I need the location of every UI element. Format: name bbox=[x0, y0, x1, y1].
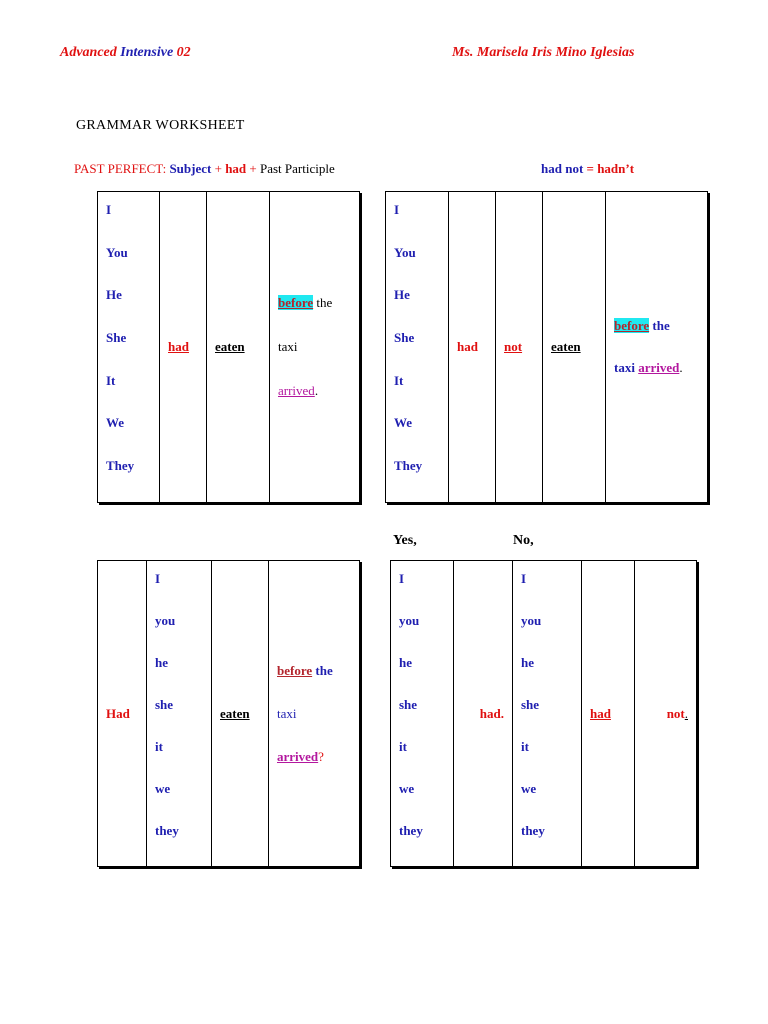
aux-cell: had bbox=[160, 192, 207, 503]
no-aux-cell: had bbox=[582, 561, 635, 867]
clause-cell: before the taxi arrived. bbox=[270, 192, 360, 503]
verb-cell: eaten bbox=[212, 561, 269, 867]
past-perfect-formula: PAST PERFECT: Subject + had + Past Participle bbox=[74, 161, 335, 176]
subject-column: I You He She It We They bbox=[386, 192, 449, 503]
subject-column: I you he she it we they bbox=[147, 561, 212, 867]
question-table bbox=[97, 560, 360, 867]
affirmative-table bbox=[97, 191, 360, 503]
contraction-note: had not = hadn’t bbox=[541, 161, 635, 176]
no-subject-column: I you he she it we they bbox=[513, 561, 582, 867]
course-title: Advanced Intensive 02 bbox=[60, 45, 191, 60]
yes-subject-column: I you he she it we they bbox=[391, 561, 454, 867]
no-neg-cell: not. bbox=[635, 561, 697, 867]
negative-table bbox=[385, 191, 708, 503]
verb-cell: eaten bbox=[207, 192, 270, 503]
short-answers-table bbox=[390, 560, 697, 867]
verb-cell: eaten bbox=[543, 192, 606, 503]
yes-aux-cell: had. bbox=[454, 561, 513, 867]
aux-cell: Had bbox=[98, 561, 147, 867]
neg-cell: not bbox=[496, 192, 543, 503]
subject-column: I You He She It We They bbox=[98, 192, 160, 503]
aux-cell: had bbox=[449, 192, 496, 503]
yes-label: Yes, bbox=[393, 533, 417, 548]
clause-cell: before the taxi arrived. bbox=[606, 192, 708, 503]
no-label: No, bbox=[513, 533, 534, 548]
worksheet-title: GRAMMAR WORKSHEET bbox=[76, 118, 245, 133]
teacher-name: Ms. Marisela Iris Mino Iglesias bbox=[452, 45, 635, 60]
clause-cell: before the taxi arrived? bbox=[269, 561, 360, 867]
